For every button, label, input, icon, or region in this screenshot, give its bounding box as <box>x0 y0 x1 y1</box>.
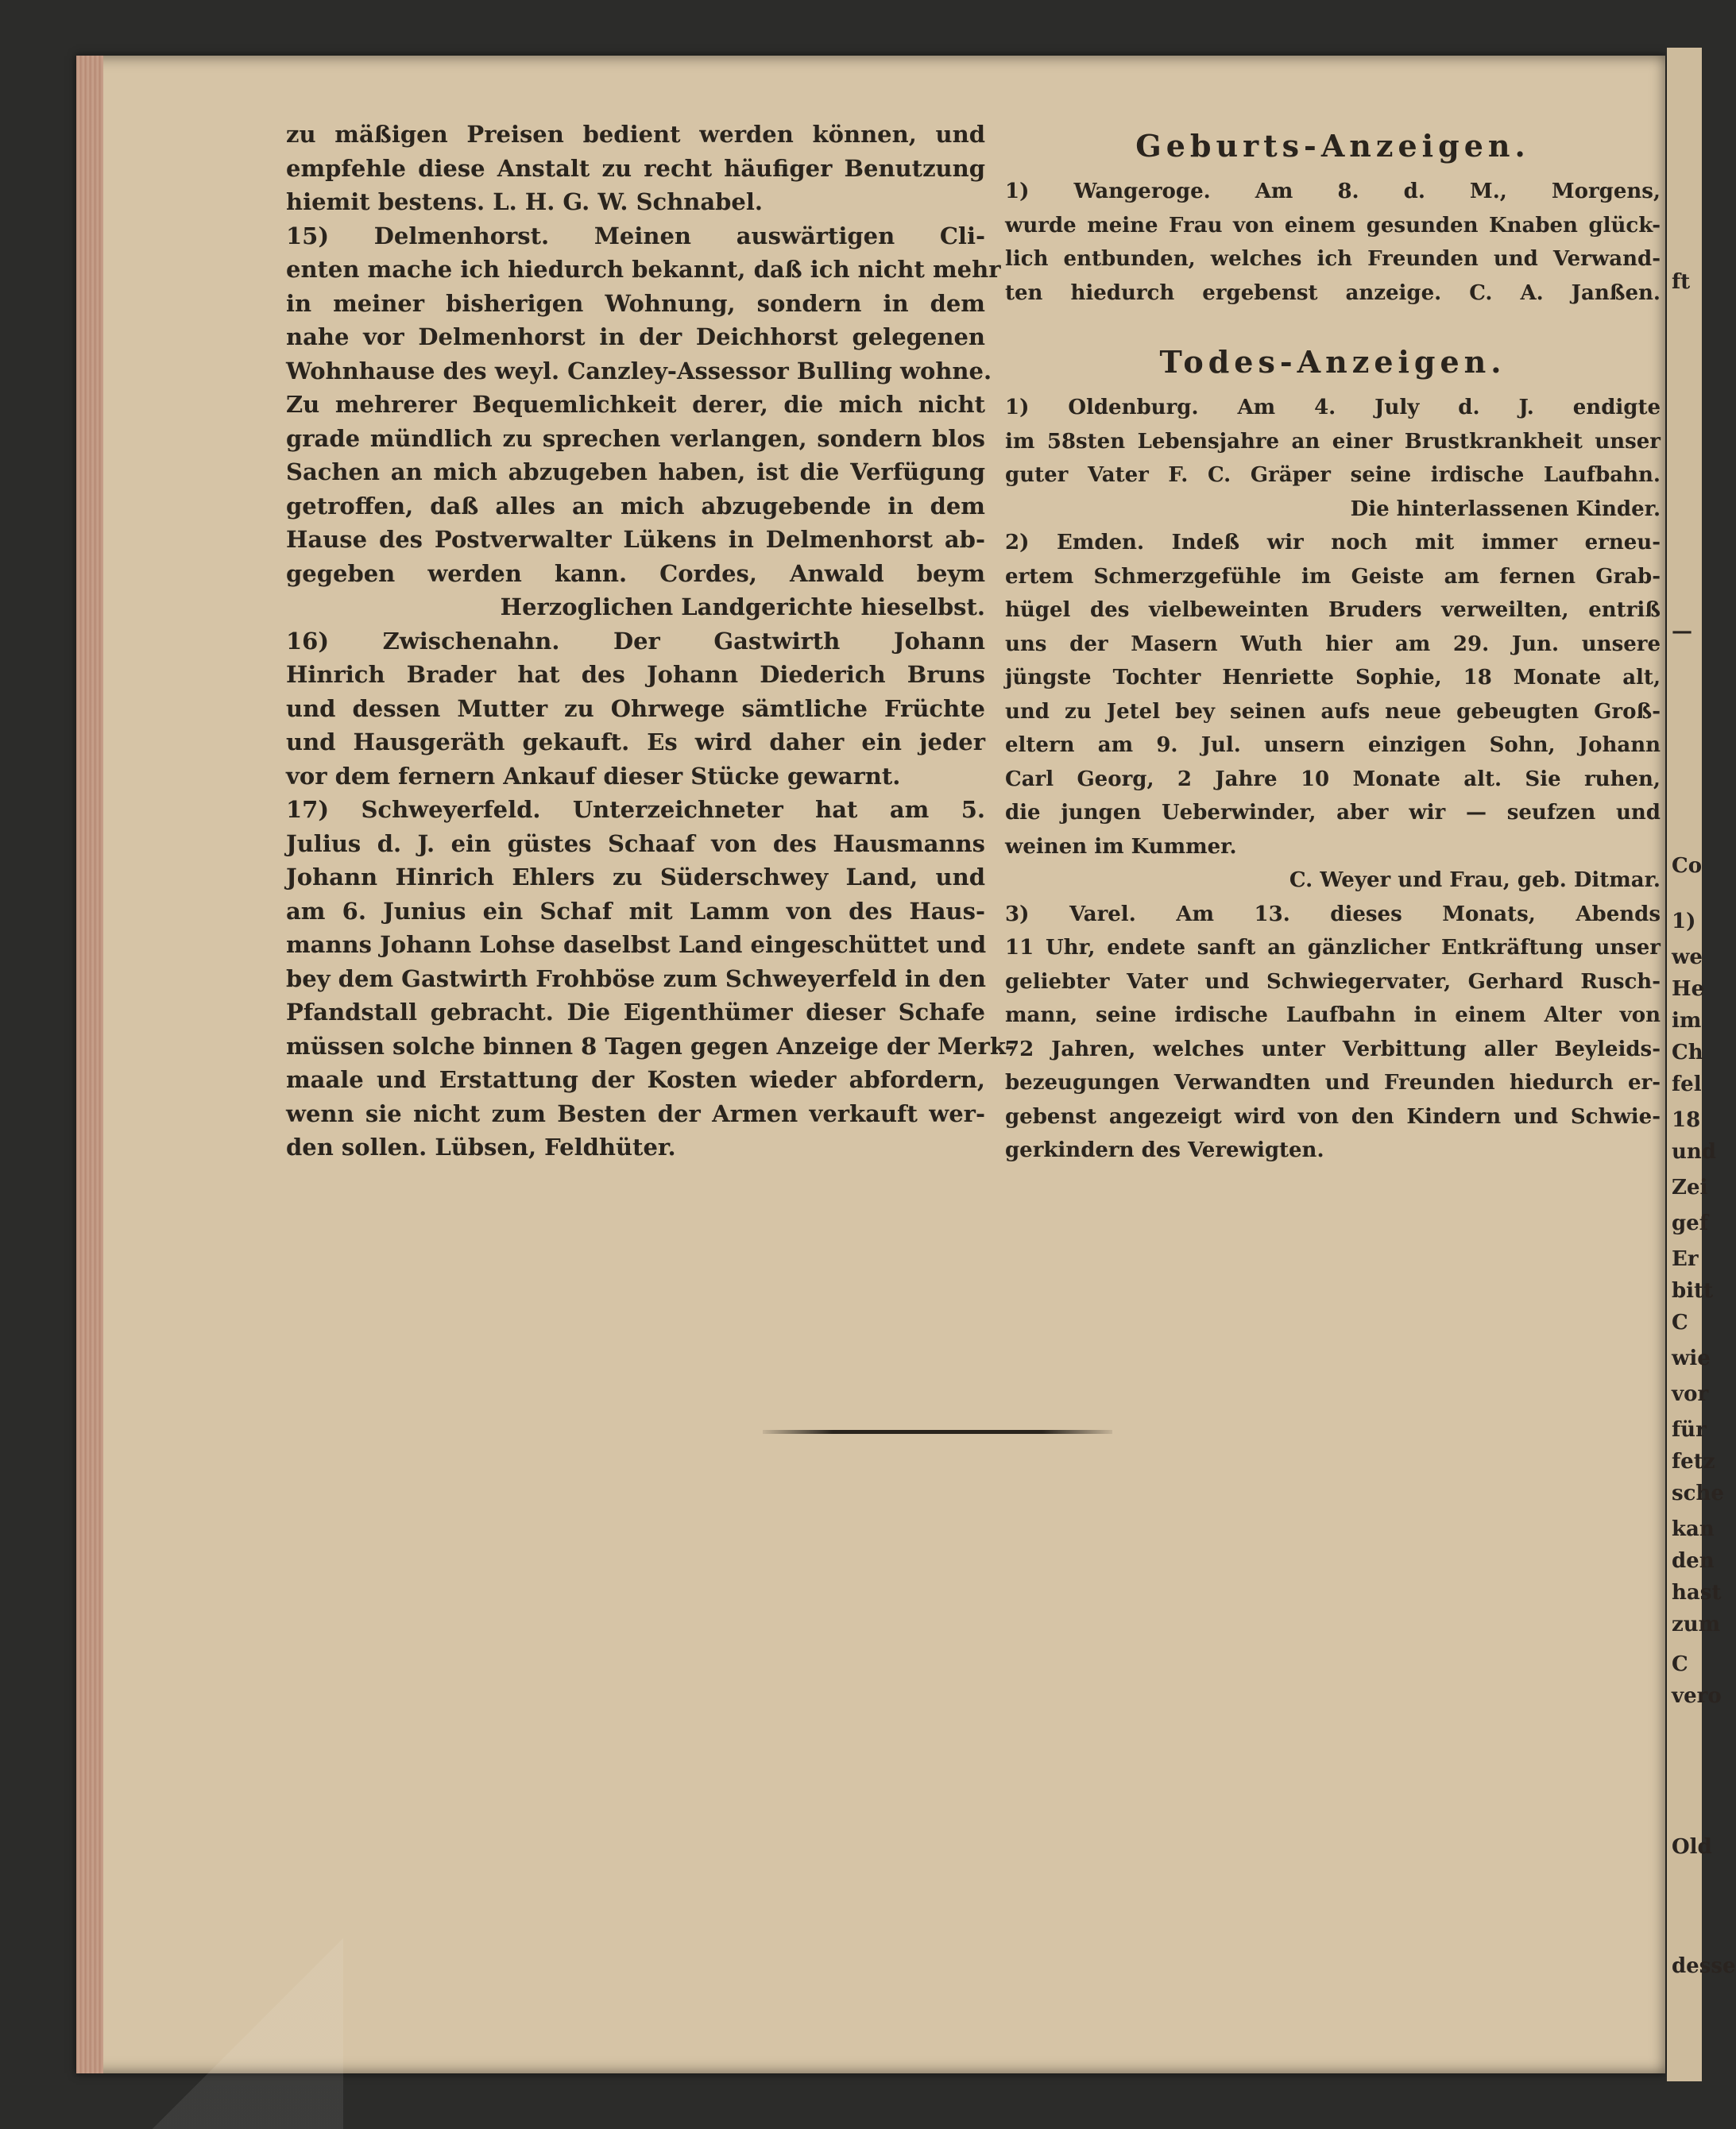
text-line: enten mache ich hiedurch bekannt, daß ich nicht mehr <box>286 256 1001 283</box>
death-notice-line: Die hinterlassenen Kinder. <box>1350 497 1661 521</box>
text-line: empfehle diese Anstalt zu recht häufiger Benutzung <box>286 154 985 182</box>
text-line: Pfandstall gebracht. Die Eigenthümer dieser Schafe <box>286 999 985 1026</box>
right-column <box>1005 118 1661 1168</box>
text-line: gegeben werden kann. Cordes, Anwald beym <box>286 559 985 587</box>
birth-notice-line: 1) Wangeroge. Am 8. d. M., Morgens, <box>1005 180 1661 203</box>
facing-page-fragment: desse <box>1672 1954 1736 1978</box>
text-line: Hause des Postverwalter Lükens in Delmenhorst ab- <box>286 526 985 553</box>
text-line: 16) Zwischenahn. Der Gastwirth Johann <box>286 627 985 655</box>
facing-page-fragment: fel <box>1672 1072 1702 1096</box>
birth-notice-line: wurde meine Frau von einem gesunden Knaben glück- <box>1005 213 1661 238</box>
facing-page-fragment: Er <box>1672 1247 1699 1271</box>
death-notice-line: im 58sten Lebensjahre an einer Brustkrankheit unser <box>1005 429 1661 454</box>
facing-page-fragment: — <box>1672 620 1692 643</box>
facing-page-fragment: Ch <box>1672 1041 1703 1064</box>
facing-page-fragment: Zei <box>1672 1176 1708 1200</box>
death-notice-line: 11 Uhr, endete sanft an gänzlicher Entkräftung unser <box>1005 936 1661 960</box>
death-notice-line: geliebter Vater und Schwiegervater, Gerhard Rusch- <box>1005 969 1661 994</box>
text-line: nahe vor Delmenhorst in der Deichhorst gelegenen <box>286 323 985 350</box>
text-line: manns Johann Lohse daselbst Land eingeschüttet und <box>286 931 987 958</box>
death-notice-line: 1) Oldenburg. Am 4. July d. J. endigte <box>1005 396 1661 419</box>
text-line: Sachen an mich abzugeben haben, ist die Verfügung <box>286 458 985 485</box>
death-notice-line: 2) Emden. Indeß wir noch mit immer erneu- <box>1005 531 1661 554</box>
facing-page-fragment: 1) <box>1672 910 1696 933</box>
text-line: und dessen Mutter zu Ohrwege sämtliche Früchte <box>286 694 985 722</box>
facing-page-fragment: we <box>1672 945 1703 969</box>
text-line: 17) Schweyerfeld. Unterzeichneter hat am 5. <box>286 796 985 823</box>
facing-page-fragment: im <box>1672 1009 1702 1033</box>
facing-page-fragment: fetz <box>1672 1450 1715 1474</box>
death-notice-line: gebenst angezeigt wird von den Kindern und Schwie- <box>1005 1104 1661 1129</box>
text-line: müssen solche binnen 8 Tagen gegen Anzeige der Merk- <box>286 1032 1015 1060</box>
death-notice-line: hügel des vielbeweinten Bruders verweilten, entriß <box>1005 598 1661 622</box>
text-line: bey dem Gastwirth Frohböse zum Schweyerfeld in den <box>286 964 986 992</box>
death-notice-line: gerkindern des Verewigten. <box>1005 1138 1324 1162</box>
text-line: und Hausgeräth gekauft. Es wird daher ein jeder <box>286 728 985 755</box>
death-notice-line: eltern am 9. Jul. unsern einzigen Sohn, Johann <box>1005 733 1661 757</box>
death-notice-line: 3) Varel. Am 13. dieses Monats, Abends <box>1005 902 1661 926</box>
birth-notice-line: lich entbunden, welches ich Freunden und Verwand- <box>1005 247 1661 271</box>
death-notice-line: guter Vater F. C. Gräper seine irdische Laufbahn. <box>1005 463 1661 487</box>
left-column <box>286 118 1015 1165</box>
facing-page-fragment: vero <box>1672 1684 1722 1708</box>
facing-page-fragment: ft <box>1672 270 1691 294</box>
deaths-heading: Todes-Anzeigen. <box>1159 344 1506 380</box>
text-line: in meiner bisherigen Wohnung, sondern in dem <box>286 289 985 317</box>
text-line: wenn sie nicht zum Besten der Armen verkauft wer- <box>286 1099 985 1127</box>
facing-page-fragment: 18 <box>1672 1108 1701 1132</box>
facing-page-fragment: gef <box>1672 1211 1708 1235</box>
facing-page-fragment: He <box>1672 977 1705 1001</box>
death-notice-line: C. Weyer und Frau, geb. Ditmar. <box>1289 868 1661 892</box>
text-line: vor dem fernern Ankauf dieser Stücke gewarnt. <box>286 762 901 790</box>
facing-page-edge <box>1667 48 1736 2081</box>
text-line: zu mäßigen Preisen bedient werden können, und <box>286 121 985 148</box>
facing-page-fragment: und <box>1672 1140 1716 1164</box>
death-notice-line: mann, seine irdische Laufbahn in einem Alter von <box>1005 1003 1661 1027</box>
facing-page-fragment: für <box>1672 1418 1707 1442</box>
page-corner-crease <box>153 1938 343 2129</box>
facing-page-fragment: bitt <box>1672 1279 1714 1303</box>
death-notice-line: uns der Masern Wuth hier am 29. Jun. unsere <box>1005 632 1661 656</box>
death-notice-line: Carl Georg, 2 Jahre 10 Monate alt. Sie ruhen, <box>1005 767 1661 791</box>
births-notices <box>1005 175 1661 310</box>
facing-page-fragment: C <box>1672 1652 1688 1676</box>
birth-notice-line: ten hiedurch ergebenst anzeige. C. A. Janßen. <box>1005 280 1661 305</box>
text-line: Julius d. J. ein güstes Schaaf von des Hausmanns <box>286 829 985 857</box>
death-notice-line: die jungen Ueberwinder, aber wir — seufzen und <box>1005 801 1661 825</box>
facing-page-fragment: wie <box>1672 1347 1711 1370</box>
text-line: 15) Delmenhorst. Meinen auswärtigen Cli- <box>286 222 985 249</box>
facing-page-fragment: C <box>1672 1311 1688 1335</box>
text-line: Johann Hinrich Ehlers zu Süderschwey Land, und <box>286 864 985 891</box>
facing-page-fragment: Old <box>1672 1835 1712 1859</box>
text-line: maale und Erstattung der Kosten wieder abfordern, <box>286 1066 985 1093</box>
death-notice-line: und zu Jetel bey seinen aufs neue gebeugten Groß- <box>1005 699 1661 724</box>
facing-page-fragment: kan <box>1672 1517 1715 1541</box>
text-line: Wohnhause des weyl. Canzley-Assessor Bulling wohne. <box>286 357 992 384</box>
deaths-notices <box>1005 391 1661 1168</box>
text-line: am 6. Junius ein Schaf mit Lamm von des Haus- <box>286 897 985 925</box>
text-line: Herzoglichen Landgerichte hieselbst. <box>500 593 985 620</box>
facing-page-fragment: vor <box>1672 1382 1709 1406</box>
death-notice-line: 72 Jahren, welches unter Verbittung aller Beyleids- <box>1005 1037 1661 1061</box>
text-line: Hinrich Brader hat des Johann Diederich Bruns <box>286 661 985 688</box>
section-divider-rule <box>763 1430 1112 1434</box>
death-notice-line: ertem Schmerzgefühle im Geiste am fernen Grab- <box>1005 564 1661 589</box>
death-notice-line: jüngste Tochter Henriette Sophie, 18 Monate alt, <box>1005 666 1661 690</box>
facing-page-fragment: den <box>1672 1549 1715 1573</box>
text-line: den sollen. Lübsen, Feldhüter. <box>286 1134 676 1161</box>
page-edge <box>76 56 103 2073</box>
death-notice-line: weinen im Kummer. <box>1005 834 1237 859</box>
facing-page-fragment: zum <box>1672 1613 1721 1636</box>
death-notice-line: bezeugungen Verwandten und Freunden hiedurch er- <box>1005 1071 1661 1095</box>
text-line: Zu mehrerer Bequemlichkeit derer, die mich nicht <box>286 391 985 418</box>
births-heading: Geburts-Anzeigen. <box>1135 128 1530 164</box>
text-line: grade mündlich zu sprechen verlangen, sondern blos <box>286 424 985 452</box>
facing-page-fragment: hast <box>1672 1581 1722 1605</box>
facing-page-fragment: Co <box>1672 854 1703 878</box>
facing-page-fragment: sche <box>1672 1482 1724 1505</box>
text-line: getroffen, daß alles an mich abzugebende in dem <box>286 492 985 520</box>
text-line: hiemit bestens. L. H. G. W. Schnabel. <box>286 188 763 215</box>
